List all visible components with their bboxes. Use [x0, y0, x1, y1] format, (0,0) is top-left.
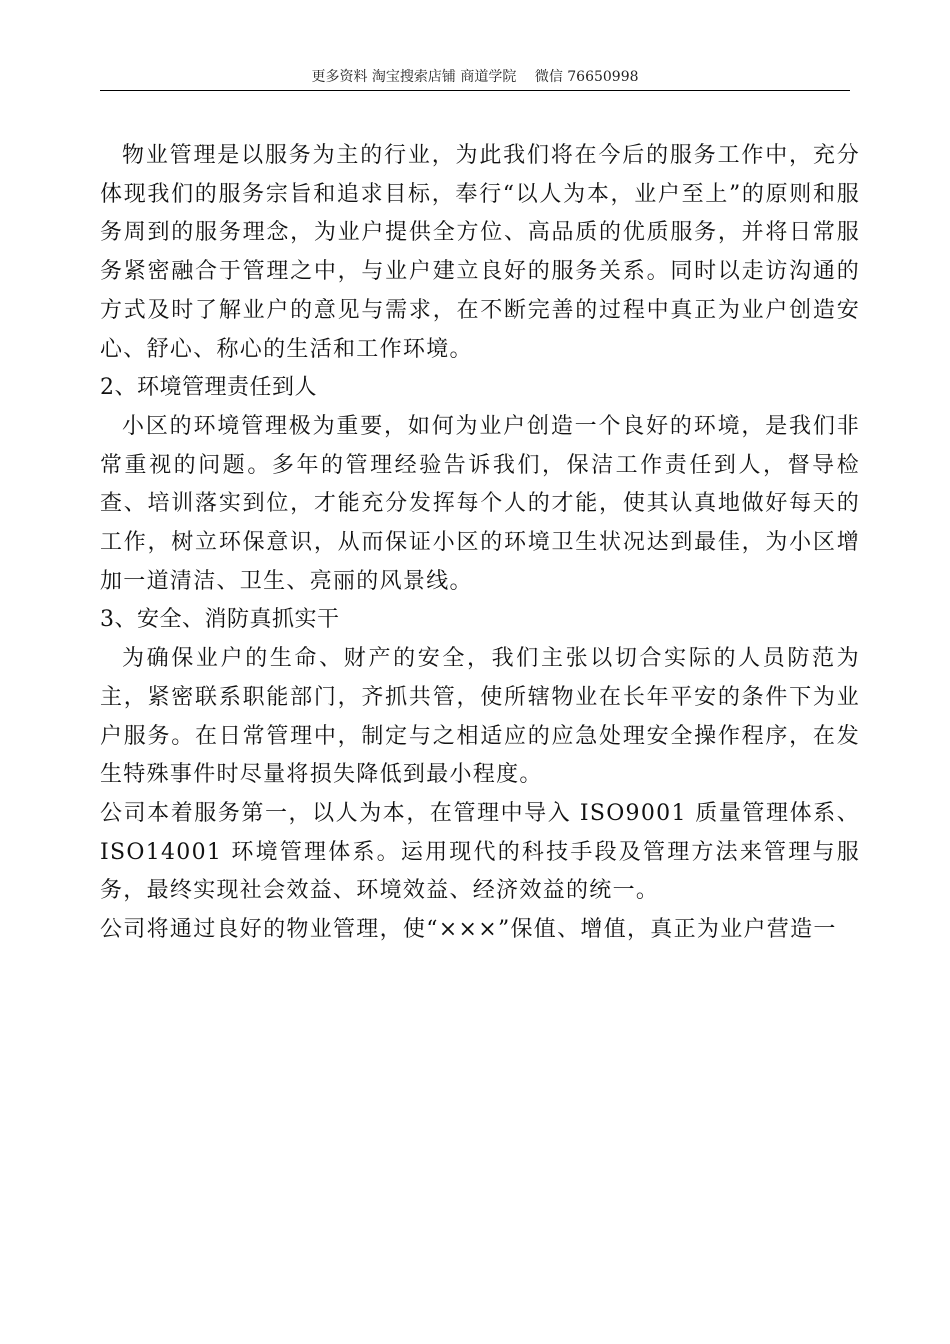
section-heading-safety: 3、安全、消防真抓实干 [100, 607, 340, 633]
section-heading-environment: 2、环境管理责任到人 [100, 375, 317, 401]
paragraph-environment-management: 小区的环境管理极为重要，如何为业户创造一个良好的环境，是我们非常重视的问题。多年的管理经验告诉我们，保洁工作责任到人，督导检查、培训落实到位，才能充分发挥每个人的才能，使其认真地做好每天的工作，树立环保意识，从而保证小区的环境卫生状况达到最佳，为小区增加一道清洁、卫生、亮丽的风景线。 [100, 413, 860, 594]
document-body [100, 137, 860, 950]
paragraph-closing: 公司将通过良好的物业管理，使“×××”保值、增值，真正为业户营造一 [100, 917, 837, 943]
paragraph-service-philosophy: 物业管理是以服务为主的行业，为此我们将在今后的服务工作中，充分体现我们的服务宗旨和追求目标，奉行“以人为本，业户至上”的原则和服务周到的服务理念，为业户提供全方位、高品质的优质服务，并将日常服务紧密融合于管理之中，与业户建立良好的服务关系。同时以走访沟通的方式及时了解业户的意见与需求，在不断完善的过程中真正为业户创造安心、舒心、称心的生活和工作环境。 [100, 143, 860, 362]
page-header: 更多资料 淘宝搜索店铺 商道学院 微信 76650998 [100, 64, 850, 91]
paragraph-safety-fire: 为确保业户的生命、财产的安全，我们主张以切合实际的人员防范为主，紧密联系职能部门，齐抓共管，使所辖物业在长年平安的条件下为业户服务。在日常管理中，制定与之相适应的应急处理安全操作程序，在发生特殊事件时尽量将损失降低到最小程度。 [100, 646, 860, 788]
paragraph-iso-systems: 公司本着服务第一，以人为本，在管理中导入 ISO9001 质量管理体系、ISO14001 环境管理体系。运用现代的科技手段及管理方法来管理与服务，最终实现社会效益、环境效益、经济效益的统一。 [100, 800, 860, 904]
